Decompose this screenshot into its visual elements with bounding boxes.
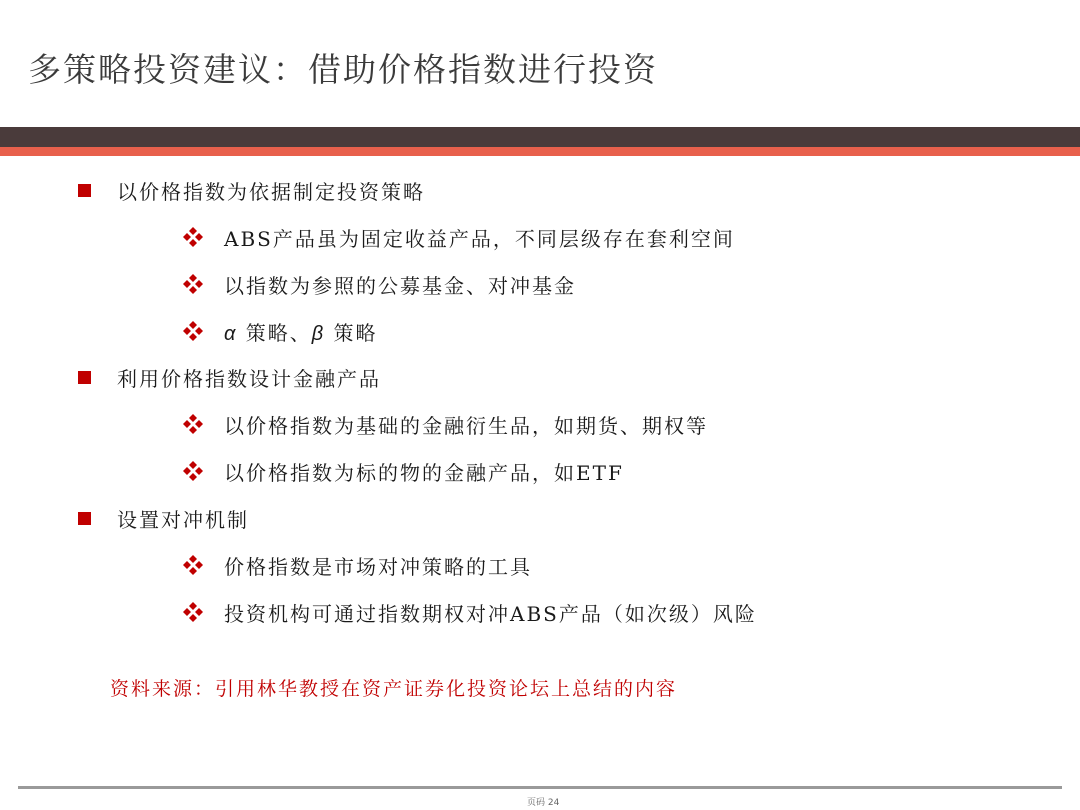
section-heading [78,503,249,533]
source-note: 资料来源：引用林华教授在资产证券化投资论坛上总结的内容 [110,678,678,700]
list-item [182,316,378,346]
diamond-bullet-icon [182,460,204,482]
list-item [182,409,708,439]
list-item-text: 价格指数是市场对冲策略的工具 [224,554,532,579]
diamond-bullet-icon [182,554,204,576]
footer-divider [18,786,1062,789]
header-band-red [0,147,1080,156]
diamond-bullet-icon [182,273,204,295]
slide-title: 多策略投资建议：借助价格指数进行投资 [28,50,658,89]
beta-strategy-text: 策略 [325,320,378,345]
list-item [182,456,624,486]
list-item [182,222,735,252]
alpha-symbol: α [224,322,238,345]
list-item-text [224,317,378,346]
square-bullet-icon [78,371,91,384]
list-item-text: 投资机构可通过指数期权对冲ABS产品（如次级）风险 [224,601,757,626]
diamond-bullet-icon [182,413,204,435]
list-item-text: 以价格指数为标的物的金融产品，如ETF [224,460,624,485]
section-heading [78,362,381,392]
section-heading-text: 以价格指数为依据制定投资策略 [117,179,425,204]
page-number: 页码 24 [527,798,560,808]
list-item-text: ABS产品虽为固定收益产品，不同层级存在套利空间 [224,226,735,251]
alpha-strategy-text: 策略、 [237,320,312,345]
list-item [182,597,757,627]
section-heading [78,175,425,205]
section-heading-text: 利用价格指数设计金融产品 [117,366,381,391]
diamond-bullet-icon [182,226,204,248]
beta-symbol: β [311,322,326,345]
section-heading-text: 设置对冲机制 [117,507,249,532]
list-item [182,269,576,299]
diamond-bullet-icon [182,601,204,623]
square-bullet-icon [78,512,91,525]
square-bullet-icon [78,184,91,197]
diamond-bullet-icon [182,320,204,342]
list-item-text: 以指数为参照的公募基金、对冲基金 [224,273,576,298]
header-band-dark [0,127,1080,147]
list-item [182,550,532,580]
list-item-text: 以价格指数为基础的金融衍生品，如期货、期权等 [224,413,708,438]
